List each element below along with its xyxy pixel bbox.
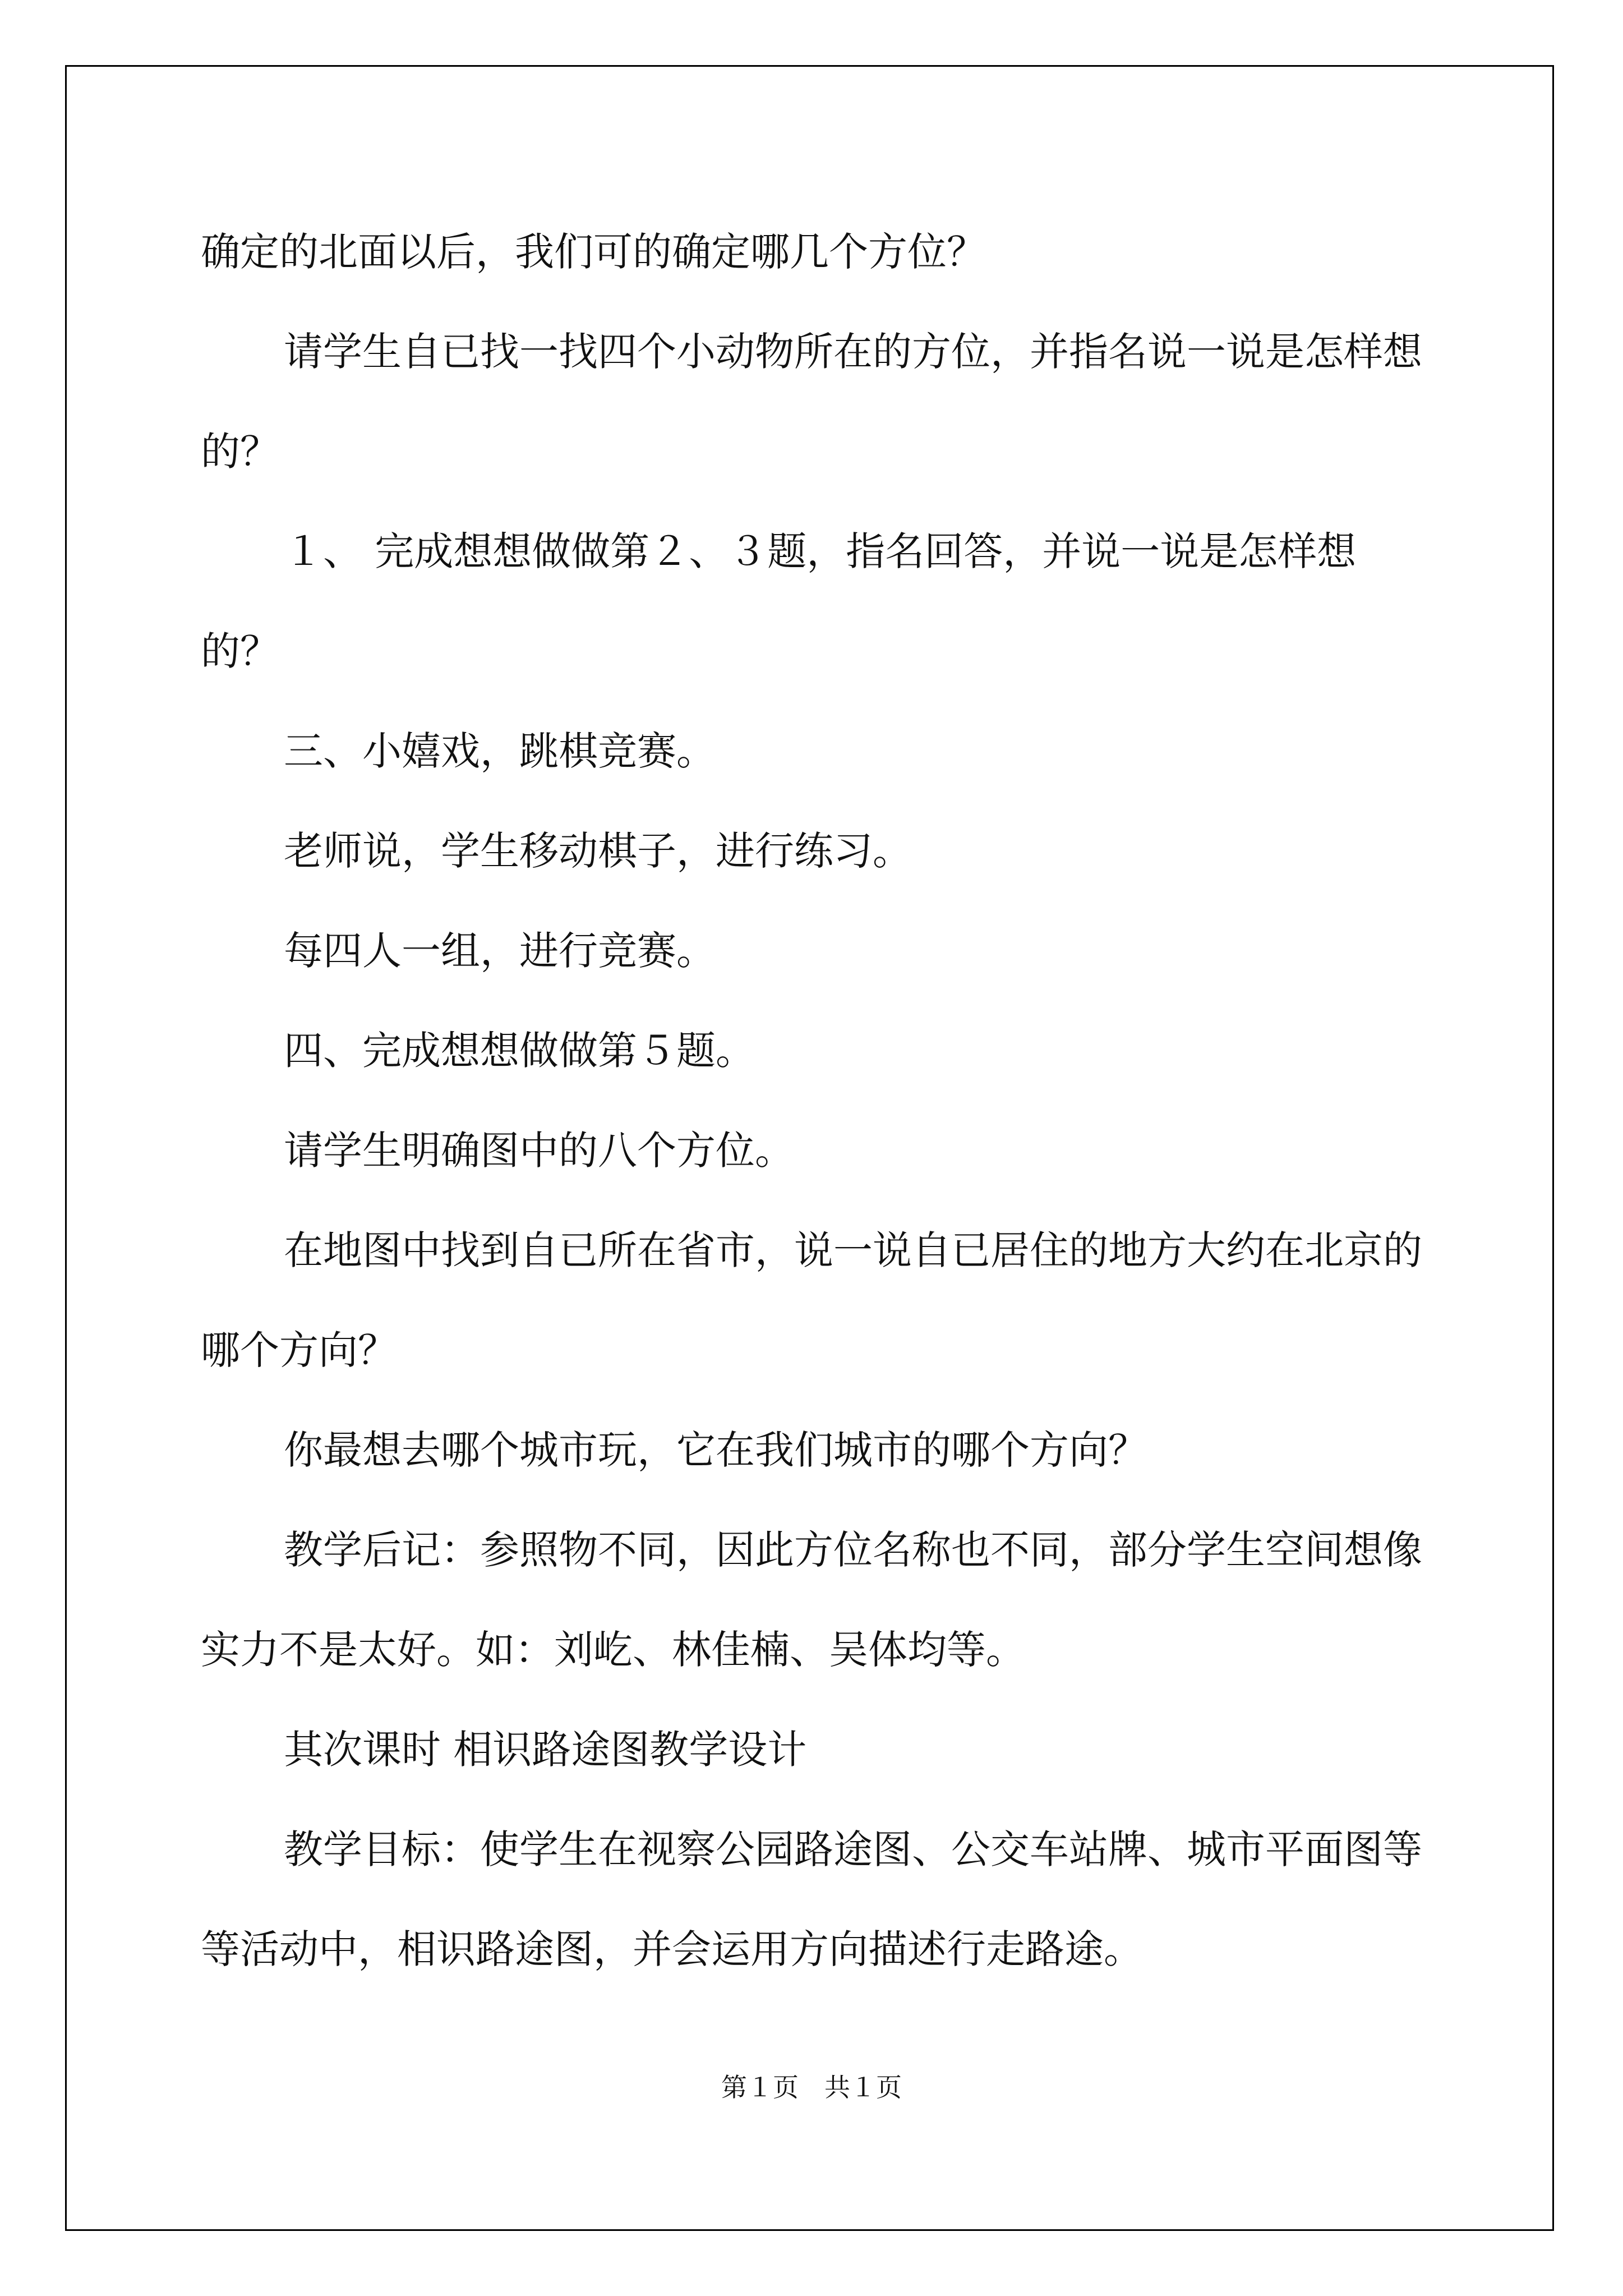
paragraph-3: １、 完成想想做做第２、３题，指名回答，并说一说是怎样想的？ bbox=[201, 528, 1357, 674]
paragraph-6: 每四人一组，进行竞赛。 bbox=[284, 928, 716, 974]
paragraph-9: 在地图中找到自已所在省市，说一说自已居住的地方大约在北京的哪个方向？ bbox=[201, 1227, 1422, 1373]
paragraph-1: 确定的北面以后，我们可的确定哪几个方位？ bbox=[201, 229, 986, 275]
page-footer: 第１页 共１页 bbox=[721, 2072, 902, 2102]
paragraph-13: 教学目标：使学生在视察公园路途图、公交车站牌、城市平面图等等活动中，相识路途图，并会运用方向描述行走路途。 bbox=[201, 1826, 1422, 1972]
paragraph-8: 请学生明确图中的八个方位。 bbox=[284, 1128, 794, 1174]
paragraph-7: 四、完成想想做做第５题。 bbox=[284, 1028, 755, 1074]
paragraph-10: 你最想去哪个城市玩，它在我们城市的哪个方向？ bbox=[284, 1427, 1147, 1473]
paragraph-2: 请学生自已找一找四个小动物所在的方位，并指名说一说是怎样想的？ bbox=[201, 329, 1422, 475]
document-body bbox=[201, 202, 1423, 1999]
paragraph-4: 三、小嬉戏，跳棋竞赛。 bbox=[284, 728, 716, 774]
paragraph-12: 其次课时 相识路途图教学设计 bbox=[284, 1727, 807, 1773]
paragraph-5: 老师说，学生移动棋子，进行练习。 bbox=[284, 828, 912, 874]
paragraph-11: 教学后记：参照物不同，因此方位名称也不同，部分学生空间想像实力不是太好。如：刘屹、林佳楠、吴体均等。 bbox=[201, 1527, 1422, 1673]
